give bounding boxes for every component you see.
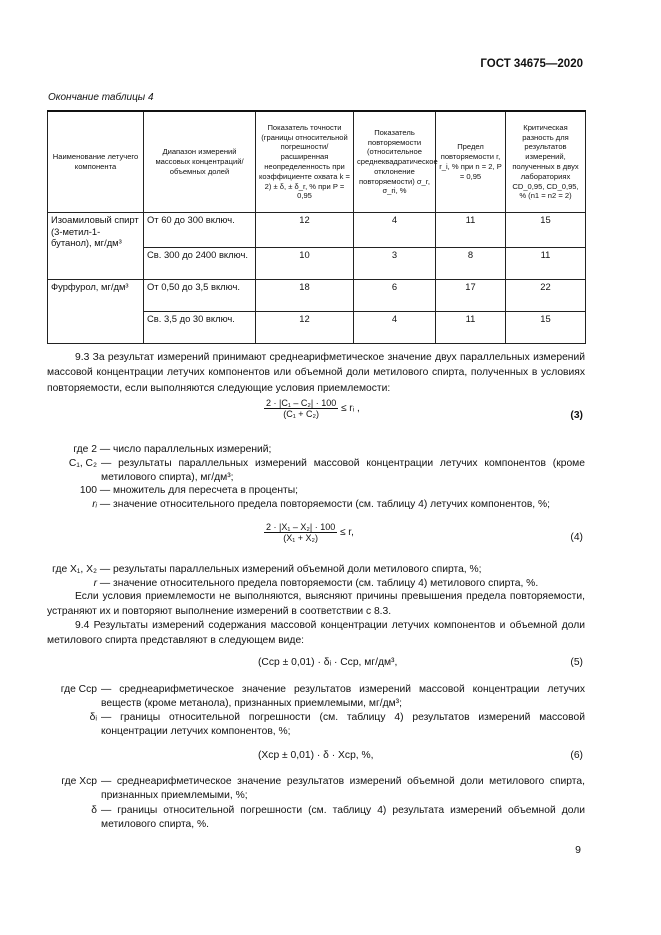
table-header-cell: Показатель повторяемости (относительное среднеквадратическое отклонение повторяемости) σ_r, σ_ri, % xyxy=(354,111,436,213)
table-cell: От 60 до 300 включ. xyxy=(144,213,256,248)
def-text: — среднеарифметическое значение результатов измерений массовой концентрации летучих веществ (кроме метанола), признанных приемлемыми, мг/дм³; xyxy=(101,684,585,709)
def-row xyxy=(47,563,585,577)
table-cell: 11 xyxy=(506,248,586,280)
table-cell: 11 xyxy=(436,213,506,248)
def-row xyxy=(47,498,585,512)
def-symbol: где X₁, X₂ xyxy=(52,564,97,575)
document-id: ГОСТ 34675—2020 xyxy=(480,58,583,70)
table-header-row xyxy=(48,111,586,213)
formula-5-number: (5) xyxy=(570,657,583,668)
def-row xyxy=(47,775,585,803)
table-cell: От 0,50 до 3,5 включ. xyxy=(144,280,256,312)
table-header-cell: Показатель точности (границы относительной погрешности/расширенная неопределенность при коэффициенте охвата k = 2) ± δ, ± δ_r, % при P = 0,95 xyxy=(256,111,354,213)
def-text: — множитель для пересчета в проценты; xyxy=(99,485,298,496)
def-row xyxy=(47,484,585,498)
def-symbol: δᵢ xyxy=(89,712,97,723)
table-cell: Св. 3,5 до 30 включ. xyxy=(144,312,256,344)
formula-3 xyxy=(264,398,360,419)
formula-4 xyxy=(264,522,354,543)
table-cell: 4 xyxy=(354,312,436,344)
formula-3-rhs: ≤ rᵢ , xyxy=(341,403,360,415)
def-row xyxy=(47,457,585,485)
paragraph-9-3: 9.3 За результат измерений принимают среднеарифметическое значение двух параллельных измерений массовой концентрации летучих компонентов или объемной доли метилового спирта, полученных в условиях повторяемости, если выполняются следующие условия приемлемости: xyxy=(47,352,585,394)
formula-4-fraction xyxy=(264,522,337,543)
formula-3-numerator: 2 · |C₁ – C₂| · 100 xyxy=(266,398,337,408)
formula-6: (Xср ± 0,01) · δ · Xср, %, xyxy=(258,750,374,761)
table-cell: 12 xyxy=(256,312,354,344)
def-text: — среднеарифметическое значение результатов измерений объемной доли метилового спирта, признанных приемлемыми, %; xyxy=(101,776,585,801)
def-text: — границы относительной погрешности (см. таблицу 4) результата измерений объемной доли метилового спирта, %. xyxy=(101,805,585,830)
table-header-cell: Наименование летучего компонента xyxy=(48,111,144,213)
table-cell: 11 xyxy=(436,312,506,344)
def-symbol: rᵢ xyxy=(92,499,97,510)
table-row xyxy=(48,280,586,312)
def-text: — значение относительного предела повторяемости (см. таблицу 4) летучих компонентов, %; xyxy=(99,499,551,510)
table-cell: Св. 300 до 2400 включ. xyxy=(144,248,256,280)
def-row xyxy=(47,804,585,832)
paragraph-9-4: 9.4 Результаты измерений содержания массовой концентрации летучих компонентов и объемной доли метилового спирта представляют в следующем виде: xyxy=(47,620,585,647)
def-text: — результаты параллельных измерений объемной доли метилового спирта, %; xyxy=(99,564,482,575)
def-symbol: где 2 xyxy=(73,444,97,455)
table-cell: 4 xyxy=(354,213,436,248)
formula-4-denominator: (X₁ + X₂) xyxy=(283,533,319,543)
def-text: — границы относительной погрешности (см. таблицу 4) результатов измерений массовой концентрации летучих компонентов, %; xyxy=(101,712,585,737)
paragraph-conditions: Если условия приемлемости не выполняются, выясняют причины превышения предела повторяемости, устраняют их и повторяют выполнение измерений в соответствии с 8.3. xyxy=(47,591,585,618)
def-row xyxy=(47,683,585,711)
def-text: — значение относительного предела повторяемости (см. таблицу 4) метилового спирта, %. xyxy=(99,578,539,589)
table-caption: Окончание таблицы 4 xyxy=(48,92,154,103)
table-header-cell: Диапазон измерений массовых концентраций/ объемных долей xyxy=(144,111,256,213)
formula-5: (Cср ± 0,01) · δᵢ · Cср, мг/дм³, xyxy=(258,657,398,668)
def-symbol: где Xср xyxy=(61,776,97,787)
formula-6-number: (6) xyxy=(570,750,583,761)
table-cell: 22 xyxy=(506,280,586,312)
table-header-cell: Критическая разность для результатов измерений, полученных в двух лабораториях CD_0,95, CD_0,95, % (n1 = n2 = 2) xyxy=(506,111,586,213)
table-cell: 3 xyxy=(354,248,436,280)
table-cell: 8 xyxy=(436,248,506,280)
formula-3-fraction xyxy=(264,398,338,419)
table-cell: 15 xyxy=(506,312,586,344)
def-symbol: C₁, C₂ xyxy=(68,458,97,469)
table-cell: 10 xyxy=(256,248,354,280)
def-row xyxy=(47,711,585,739)
table-4 xyxy=(47,110,586,344)
formula-4-number: (4) xyxy=(570,532,583,543)
table-header-cell: Предел повторяемости r, r_i, % при n = 2, P = 0,95 xyxy=(436,111,506,213)
formula-4-rhs: ≤ r, xyxy=(340,527,354,539)
page-number: 9 xyxy=(575,844,581,856)
def-symbol: r xyxy=(93,578,97,589)
table-cell: 17 xyxy=(436,280,506,312)
def-text: — результаты параллельных измерений массовой концентрации летучих компонентов (кроме метилового спирта), мг/дм³; xyxy=(101,458,585,483)
table-cell: Фурфурол, мг/дм³ xyxy=(48,280,144,344)
def-symbol: δ xyxy=(91,805,97,816)
formula-4-numerator: 2 · |X₁ – X₂| · 100 xyxy=(266,522,336,532)
def-symbol: 100 xyxy=(79,485,97,496)
table-cell: 15 xyxy=(506,213,586,248)
def-symbol: где Cср xyxy=(60,684,97,695)
formula-3-denominator: (C₁ + C₂) xyxy=(283,409,319,419)
def-row xyxy=(47,443,585,457)
table-cell: 12 xyxy=(256,213,354,248)
def-text: — число параллельных измерений; xyxy=(99,444,272,455)
table-row xyxy=(48,213,586,248)
table-cell: 6 xyxy=(354,280,436,312)
table-cell: 18 xyxy=(256,280,354,312)
formula-3-number: (3) xyxy=(570,410,583,421)
table-cell: Изоамиловый спирт (3-метил-1-бутанол), мг/дм³ xyxy=(48,213,144,280)
